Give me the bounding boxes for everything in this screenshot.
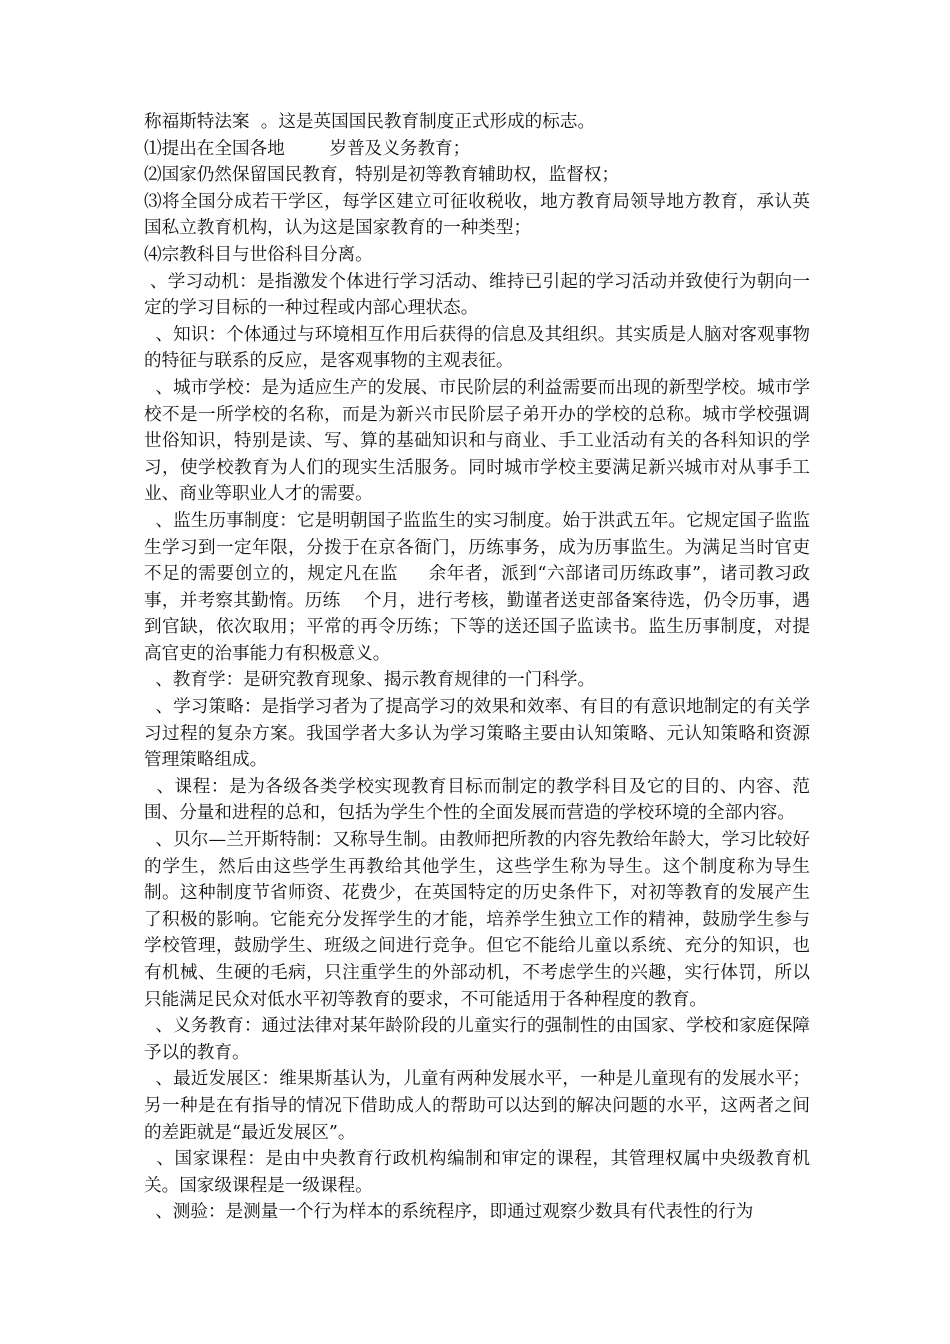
list-item-1: ⑴提出在全国各地 岁普及义务教育； (144, 138, 471, 159)
term-city-school: 、城市学校：是为适应生产的发展、市民阶层的利益需要而出现的新型学校。城市学校不是一所学校的名称，而是为新兴市民阶层子弟开办的学校的总称。城市学校强调世俗知识，特别是读、写、算的基础知识和与商业、手工业活动有关的各科知识的学习，使学校教育为人们的现实生活服务。同时城市学校主要满足新兴城市对从事手工业、商业等职业人才的需要。 (144, 377, 810, 505)
term-learning-motivation: 、学习动机：是指激发个体进行学习活动、维持已引起的学习活动并致使行为朝向一定的学习目标的一种过程或内部心理状态。 (144, 271, 810, 319)
paragraph-fosters-act: 称福斯特法案 。这是英国国民教育制度正式形成的标志。 (144, 112, 596, 132)
list-item-2: ⑵国家仍然保留国民教育，特别是初等教育辅助权，监督权； (144, 165, 620, 186)
document-page (144, 109, 810, 1226)
term-learning-strategy: 、学习策略：是指学习者为了提高学习的效果和效率、有目的有意识地制定的有关学习过程的复杂方案。我国学者大多认为学习策略主要由认知策略、元认知策略和资源管理策略组成。 (144, 697, 810, 771)
term-bell-lancaster: 、贝尔—兰开斯特制：又称导生制。由教师把所教的内容先教给年龄大，学习比较好的学生，然后由这些学生再教给其他学生，这些学生称为导生。这个制度称为导生制。这种制度节省师资、花费少，在英国特定的历史条件下，对初等教育的发展产生了积极的影响。它能充分发挥学生的才能，培养学生独立工作的精神，鼓励学生参与学校管理，鼓励学生、班级之间进行竞争。但它不能给儿童以系统、充分的知识，也有机械、生硬的毛病，只注重学生的外部动机，不考虑学生的兴趣，实行体罚，所以只能满足民众对低水平初等教育的要求，不可能适用于各种程度的教育。 (144, 830, 810, 1010)
term-national-curriculum: 、国家课程：是由中央教育行政机构编制和审定的课程，其管理权属中央级教育机关。国家级课程是一级课程。 (144, 1149, 810, 1196)
term-compulsory-education: 、义务教育：通过法律对某年龄阶段的儿童实行的强制性的由国家、学校和家庭保障予以的教育。 (144, 1016, 810, 1063)
term-jiansheng-lishi: 、监生历事制度：它是明朝国子监监生的实习制度。始于洪武五年。它规定国子监监生学习到一定年限，分拨于在京各衙门，历练事务，成为历事监生。为满足当时官吏不足的需要创立的，规定凡在监 余年者，派到“六部诸司历练政事”，诸司教习政事，并考察其勤惰。历练 个月，进行考核，勤谨者送吏部备案待选，仍令历事，遇到官缺，依次取用；平常的再令历练；下等的送还国子监读书。监生历事制度，对提高官吏的治事能力有积极意义。 (144, 510, 810, 664)
list-item-3: ⑶将全国分成若干学区，每学区建立可征收税收，地方教育局领导地方教育，承认英国私立教育机构，认为这是国家教育的一种类型； (144, 191, 810, 239)
term-knowledge: 、知识：个体通过与环境相互作用后获得的信息及其组织。其实质是人脑对客观事物的特征与联系的反应，是客观事物的主观表征。 (144, 324, 810, 372)
list-item-4: ⑷宗教科目与世俗科目分离。 (144, 244, 373, 265)
term-test: 、测验：是测量一个行为样本的系统程序，即通过观察少数具有代表性的行为 (144, 1202, 754, 1223)
term-pedagogy: 、教育学：是研究教育现象、揭示教育规律的一门科学。 (144, 670, 596, 691)
term-curriculum: 、课程：是为各级各类学校实现教育目标而制定的教学科目及它的目的、内容、范围、分量和进程的总和，包括为学生个性的全面发展而营造的学校环境的全部内容。 (144, 776, 810, 824)
term-zpd: 、最近发展区：维果斯基认为，儿童有两种发展水平，一种是儿童现有的发展水平；另一种是在有指导的情况下借助成人的帮助可以达到的解决问题的水平，这两者之间的差距就是“最近发展区”。 (144, 1069, 810, 1143)
